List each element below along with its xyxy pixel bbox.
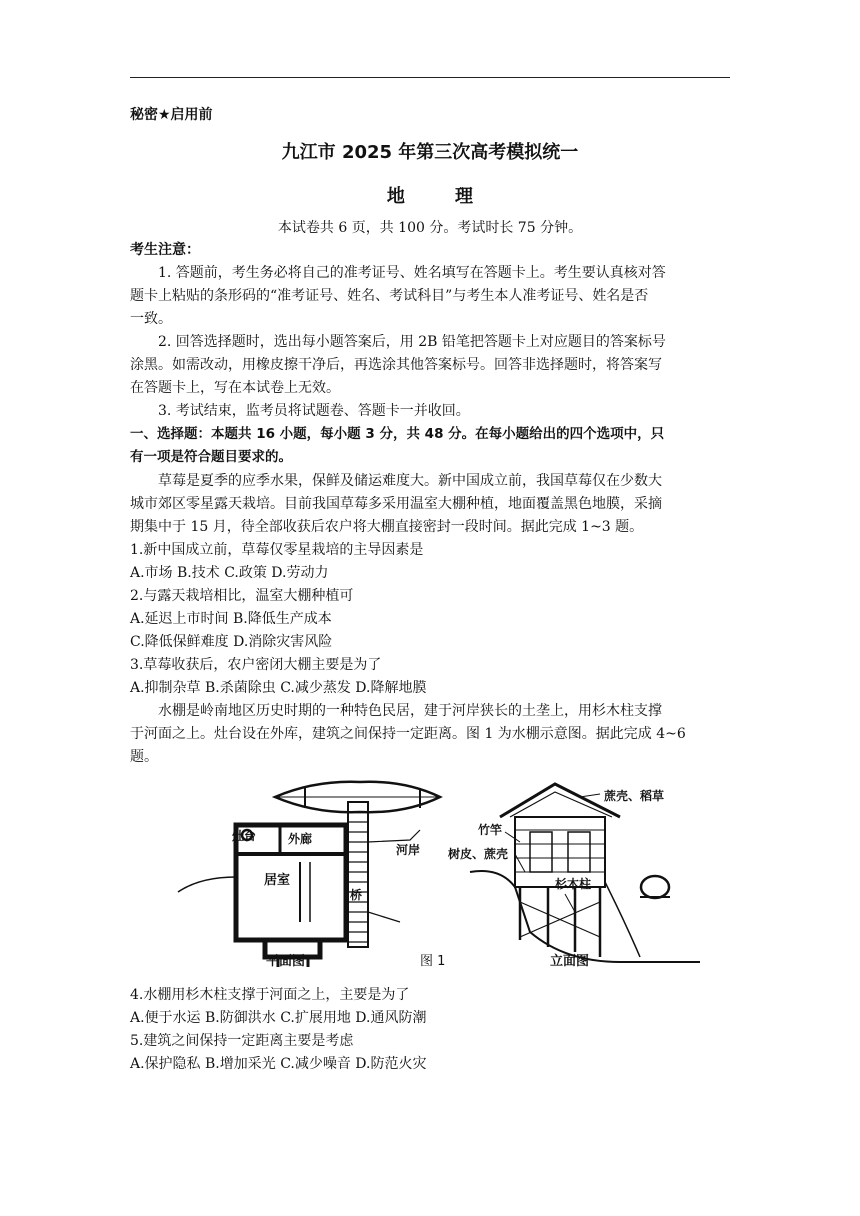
plan-view-drawing [178,782,440,967]
notice-line: 1. 答题前，考生务必将自己的准考证号、姓名填写在答题卡上。考生要认真核对答 [158,265,666,281]
passage-line: 水棚是岭南地区历史时期的一种特色民居，建于河岸狭长的土垄上，用杉木柱支撑 [158,703,662,719]
passage-line: 城市郊区零星露天栽培。目前我国草莓多采用温室大棚种植，地面覆盖黑色地膜，采摘 [130,496,662,512]
figure-1-water-shed [170,772,710,977]
notice-line: 一致。 [130,311,172,327]
label-bridge: 桥 [350,888,363,902]
caption-figure: 图 1 [420,954,446,969]
notice-line: 涂黑。如需改动，用橡皮擦干净后，再选涂其他答案标号。回答非选择题时，将答案写 [130,357,662,373]
caption-elevation: 立面图 [550,954,590,969]
label-outer-corridor: 外廊 [288,832,313,846]
top-rule [130,77,730,78]
question-options: C.降低保鲜难度 D.消除灾害风险 [130,634,333,650]
label-roof-material: 蔗壳、稻草 [604,789,665,803]
question-options: A.市场 B.技术 C.政策 D.劳动力 [130,565,329,581]
passage-line: 期集中于 15 月，待全部收获后农户将大棚直接密封一段时间。据此完成 1~3 题。 [130,519,644,535]
passage-line: 题。 [130,749,158,765]
section-heading: 有一项是符合题目要求的。 [130,449,292,465]
label-pillar: 杉木柱 [555,877,592,891]
question-stem: 3.草莓收获后，农户密闭大棚主要是为了 [130,657,382,673]
label-living-room: 居室 [264,873,291,888]
caption-plan: 平面图 [266,954,306,969]
notice-line: 3. 考试结束，监考员将试题卷、答题卡一并收回。 [158,403,470,419]
section-heading: 一、选择题：本题共 16 小题，每小题 3 分，共 48 分。在每小题给出的四个选项中，只 [130,426,665,442]
question-stem: 2.与露天栽培相比，温室大棚种植可 [130,588,354,604]
label-river-bank: 河岸 [396,843,421,857]
notice-line: 在答题卡上，写在本试卷上无效。 [130,380,340,396]
label-stove: 灶台 [232,829,257,843]
passage-line: 草莓是夏季的应季水果，保鲜及储运难度大。新中国成立前，我国草莓仅在少数大 [158,473,662,489]
label-bark: 树皮、蔗壳 [448,847,509,861]
subject-title: 地 理 [386,186,474,207]
question-stem: 4.水棚用杉木柱支撑于河面之上，主要是为了 [130,987,410,1003]
exam-info: 本试卷共 6 页，共 100 分。考试时长 75 分钟。 [277,220,583,236]
question-options: A.便于水运 B.防御洪水 C.扩展用地 D.通风防潮 [130,1010,427,1026]
question-stem: 1.新中国成立前，草莓仅零星栽培的主导因素是 [130,542,424,558]
question-stem: 5.建筑之间保持一定距离主要是考虑 [130,1033,354,1049]
question-options: A.保护隐私 B.增加采光 C.减少噪音 D.防范火灾 [130,1056,427,1072]
notice-heading: 考生注意： [130,242,200,258]
secret-label: 秘密★启用前 [130,107,213,123]
notice-line: 题卡上粘贴的条形码的“准考证号、姓名、考试科目”与考生本人准考证号、姓名是否 [130,288,649,304]
elevation-view-drawing [470,784,700,962]
notice-line: 2. 回答选择题时，选出每小题答案后，用 2B 铅笔把答题卡上对应题目的答案标号 [158,334,666,350]
exam-title: 九江市 2025 年第三次高考模拟统一 [281,142,579,163]
label-bamboo: 竹竿 [478,823,503,837]
passage-line: 于河面之上。灶台设在外库，建筑之间保持一定距离。图 1 为水棚示意图。据此完成 4~6 [130,726,686,742]
question-options: A.抑制杂草 B.杀菌除虫 C.减少蒸发 D.降解地膜 [130,680,427,696]
question-options: A.延迟上市时间 B.降低生产成本 [130,611,332,627]
